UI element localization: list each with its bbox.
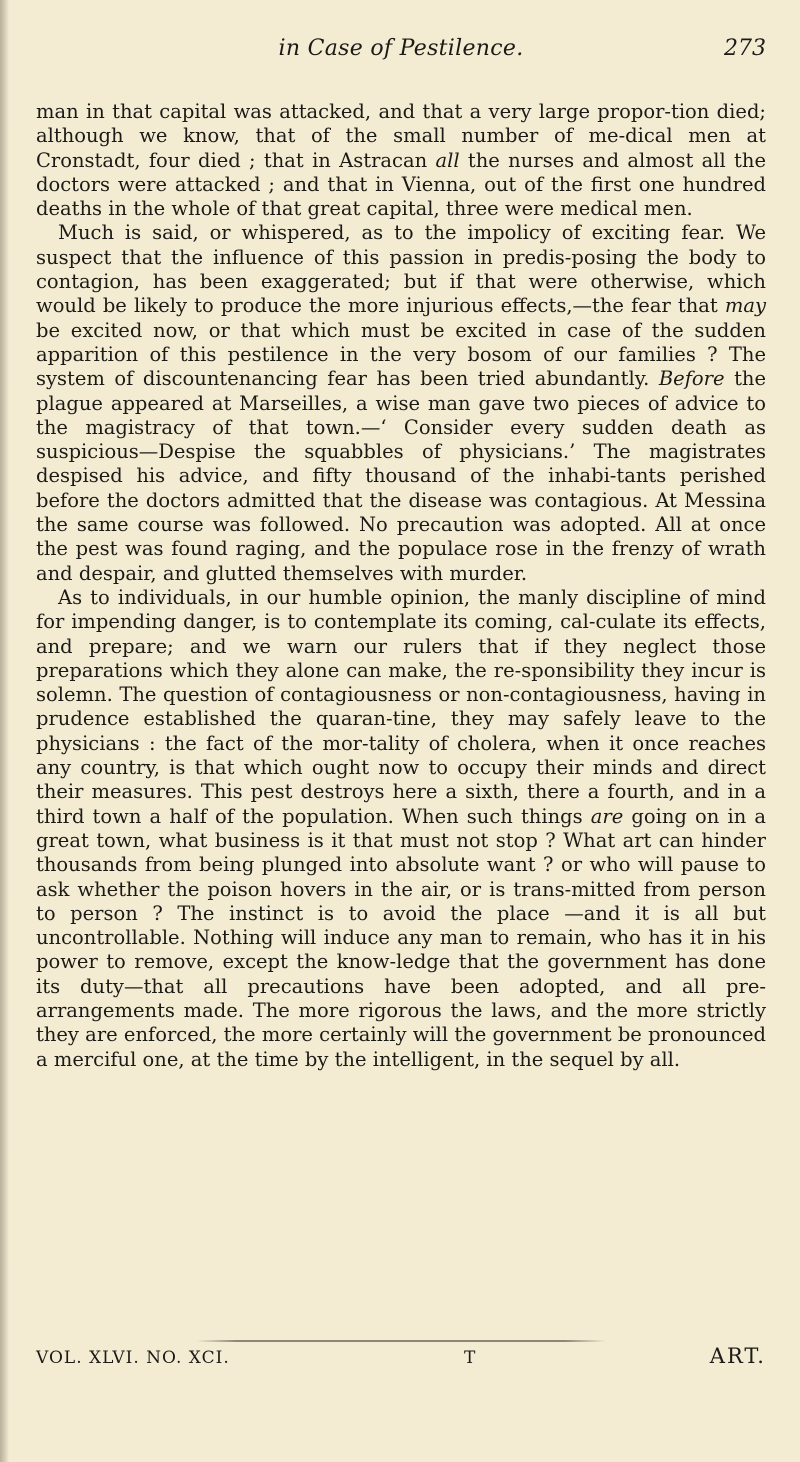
paragraph: [36, 100, 766, 221]
catchword: ART.: [709, 1344, 766, 1368]
book-page: [36, 28, 766, 1428]
text-run: going on in a great town, what business is it that must not stop ? What art can hinder thousands from being plunged into absolute want ? or who will pause to ask whether the poison hovers in the air, or is trans-mitted from person to person ? The instinct is to avoid the place —and it is all but uncontrollable. Nothing will induce any man to remain, who has it in his power to remove, except the know-ledge that the government has done its duty—that all precautions have been adopted, and all pre-arrangements made. The more rigorous the laws, and the more strictly they are enforced, the more certainly will the government be pronounced a merciful one, at the time by the intelligent, in the sequel by all.: [36, 804, 766, 1071]
text-run: Much is said, or whispered, as to the impolicy of exciting fear. We suspect that the influence of this passion in predis-posing the body to contagion, has been exaggerated; but if that were otherwise, which would be likely to produce the more injurious effects,—the fear that: [36, 221, 766, 318]
text-run: man in that capital was attacked, and that a very large propor-tion died; although we know, that of the small number of me-dical men at Cronstadt, four died ; that in Astracan: [36, 100, 766, 172]
running-head: [36, 28, 766, 70]
page-binding-shadow: [0, 0, 9, 1462]
paragraph: [36, 586, 766, 1072]
italic-text: may: [724, 294, 766, 318]
text-run: the nurses and almost all the doctors were attacked ; and that in Vienna, out of the first one hundred deaths in the whole of that great capital, three were medical men.: [36, 148, 766, 221]
signature-mark: T: [464, 1348, 477, 1368]
text-run: be excited now, or that which must be excited in case of the sudden apparition of this pestilence in the very bosom of our families ? The system of discountenancing fear has been tried abundantly.: [36, 318, 766, 391]
paragraph: [36, 221, 766, 585]
text-run: As to individuals, in our humble opinion, the manly discipline of mind for impending danger, is to contemplate its coming, cal-culate its effects, and prepare; and we warn our rulers that if they neglect those preparations which they alone can make, the re-sponsibility they incur is solemn. The question of contagiousness or non-contagiousness, having in prudence established the quaran-tine, they may safely leave to the physicians : the fact of the mor-tality of cholera, when it once reaches any country, is that which ought now to occupy their minds and direct their measures. This pest destroys here a sixth, there a fourth, and in a third town a half of the population. When such things: [36, 585, 766, 828]
italic-text: are: [590, 804, 624, 828]
footer-rule: [196, 1340, 606, 1342]
body-text: [36, 100, 766, 1072]
italic-text: Before: [658, 367, 725, 391]
volume-line: VOL. XLVI. NO. XCI.: [36, 1348, 230, 1368]
running-title: in Case of Pestilence.: [278, 36, 524, 61]
italic-text: all: [435, 148, 460, 172]
text-run: the plague appeared at Marseilles, a wise man gave two pieces of advice to the magistracy of that town.—‘ Consider every sudden death as suspicious—Despise the squabbles of physicians.’ The magistrates despised his advice, and fifty thousand of the inhabi-tants perished before the doctors admitted that the disease was contagious. At Messina the same course was followed. No precaution was adopted. All at once the pest was found raging, and the populace rose in the frenzy of wrath and despair, and glutted themselves with murder.: [36, 367, 766, 585]
page-number: 273: [724, 36, 766, 61]
